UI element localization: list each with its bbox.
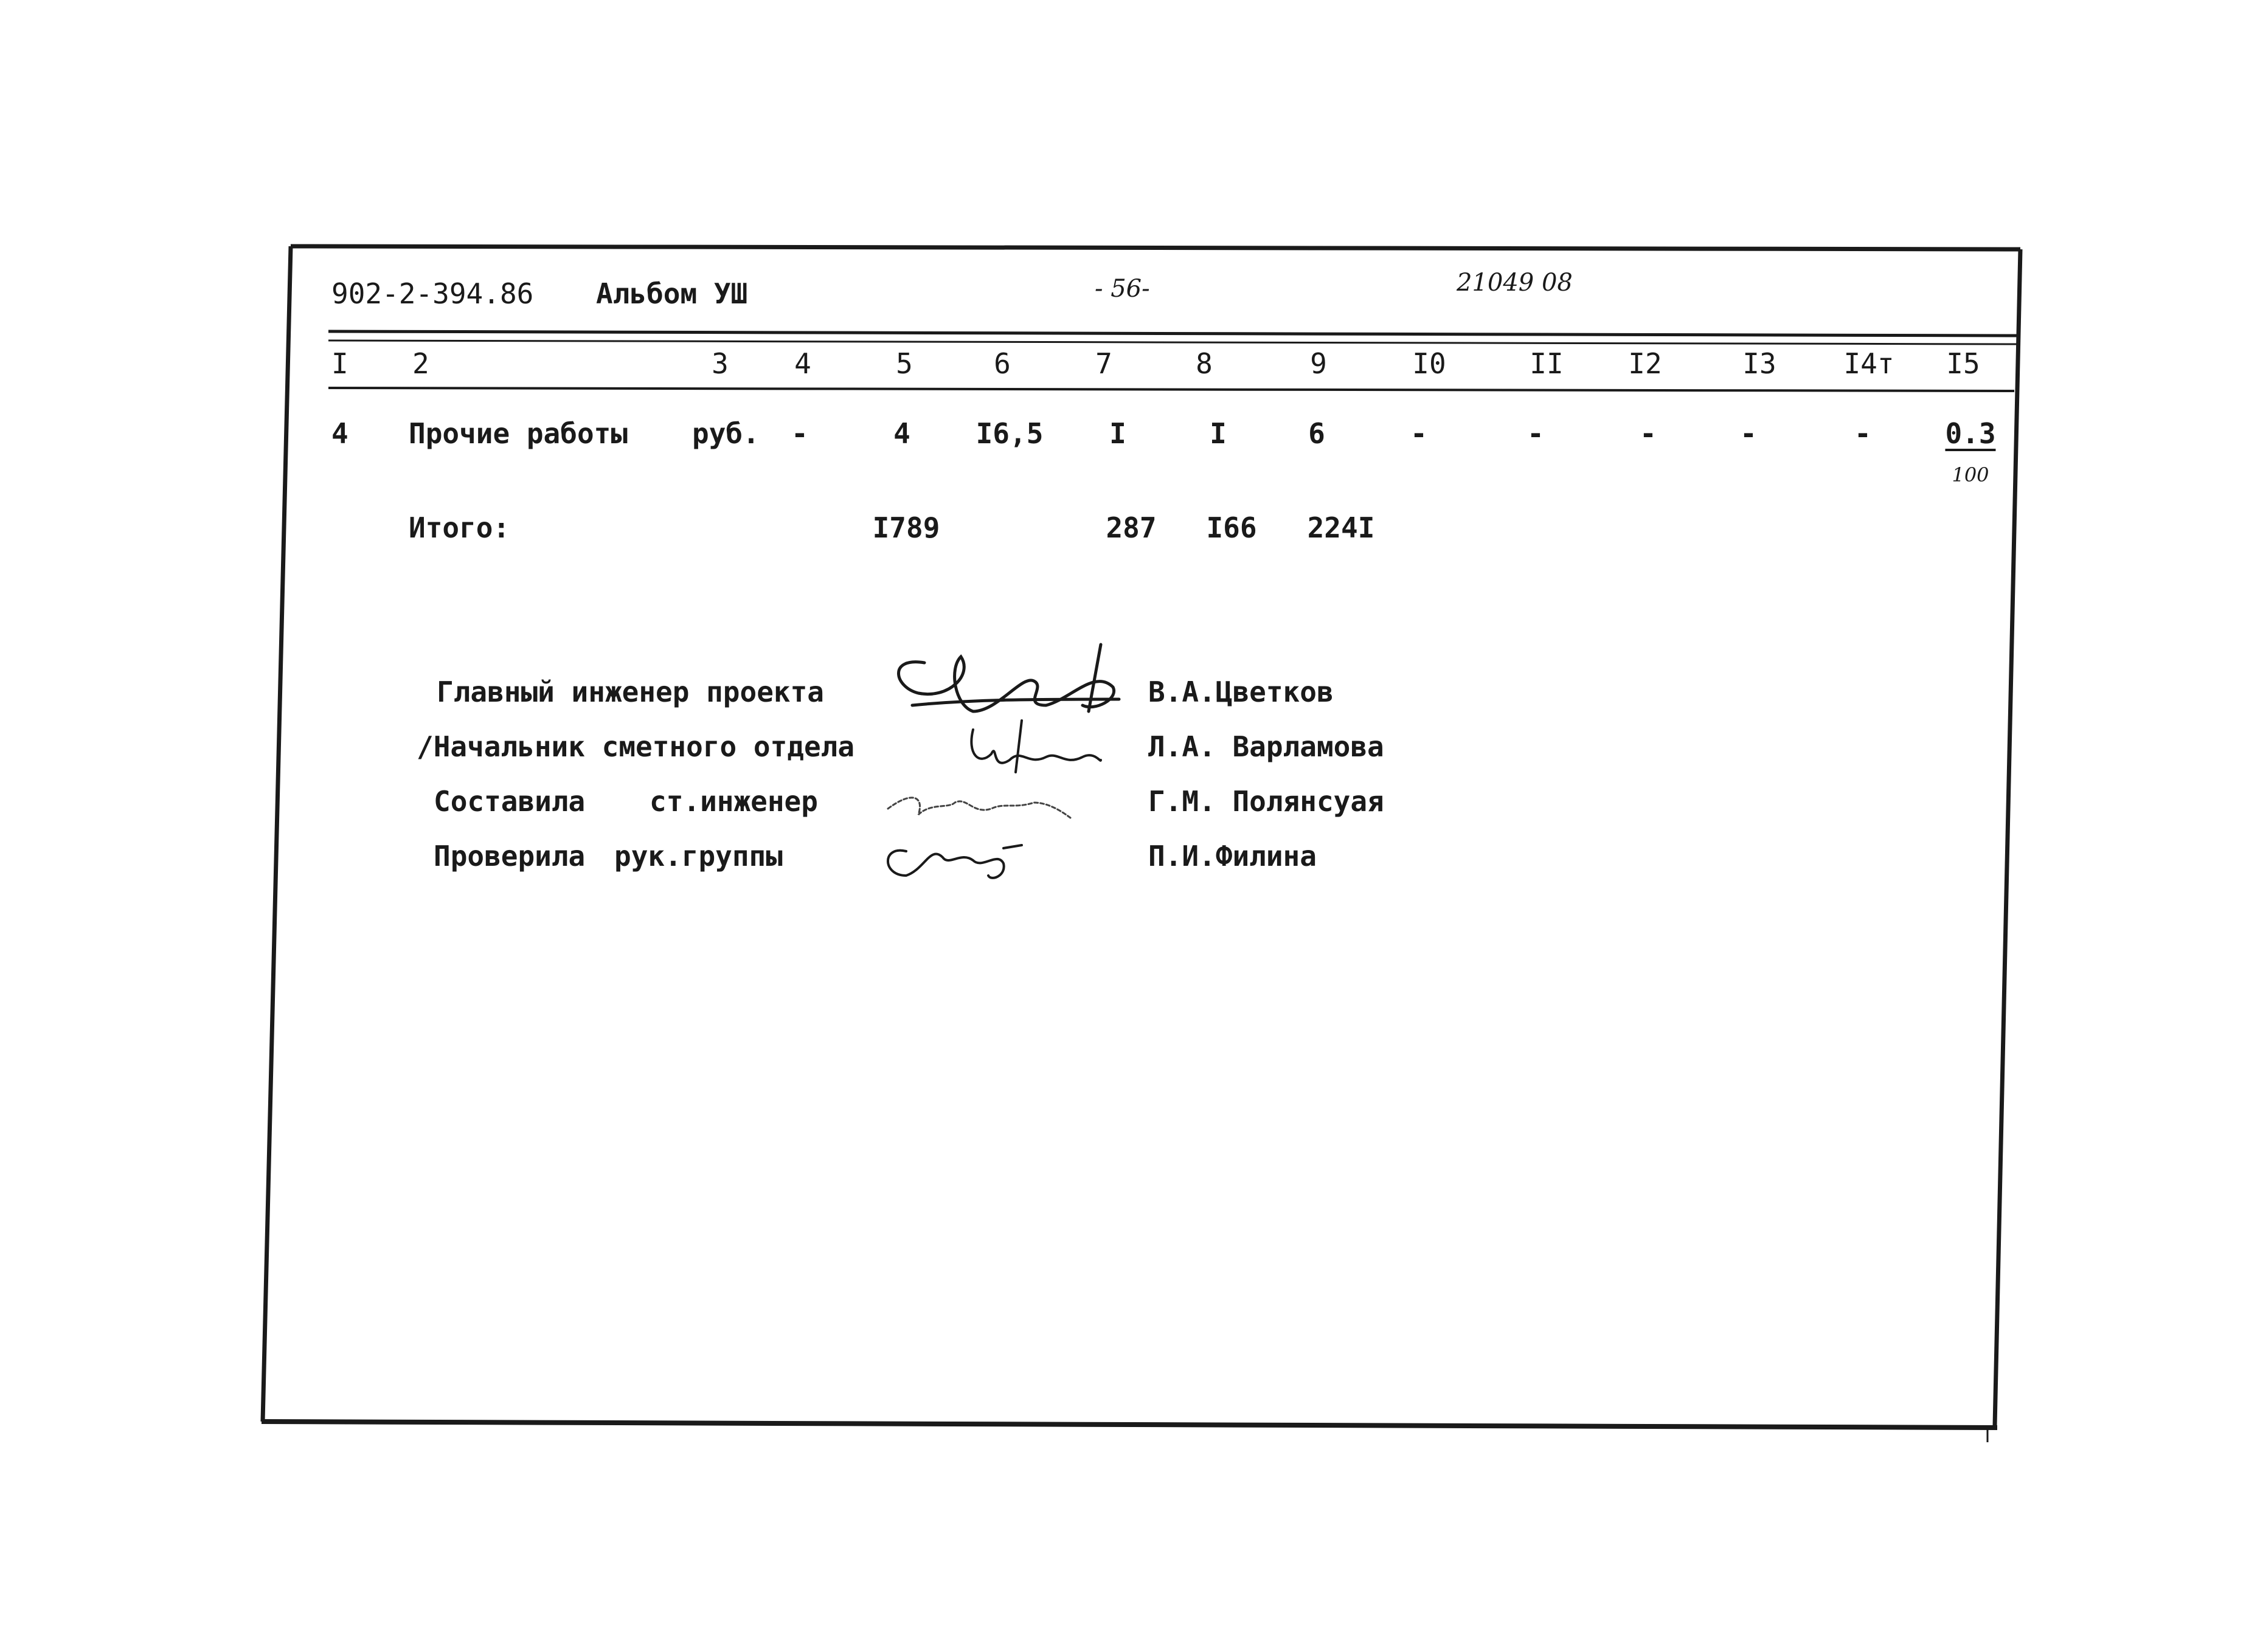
col-5: 5 <box>896 347 913 380</box>
row-num: 4 <box>331 417 348 450</box>
col-12: I2 <box>1628 347 1662 380</box>
row-c13: - <box>1740 417 1757 450</box>
row-c4: - <box>791 417 808 450</box>
signature-tsvetkov <box>899 645 1120 711</box>
row-c5: 4 <box>893 417 910 450</box>
sig-role-4b: рук.группы <box>614 840 783 873</box>
col-15: I5 <box>1946 347 1980 380</box>
sig-name-4: П.И.Филина <box>1148 840 1317 873</box>
row-name: Прочие работы <box>409 417 628 450</box>
sig-role-1: Главный инженер проекта <box>437 676 824 708</box>
sig-role-4a: Проверила <box>434 840 586 873</box>
row-c11: - <box>1527 417 1544 450</box>
sig-role-3a: Составила <box>434 785 586 818</box>
col-8: 8 <box>1196 347 1213 380</box>
border-top <box>291 246 2020 249</box>
header-rule-1 <box>328 331 2018 336</box>
col-6: 6 <box>994 347 1011 380</box>
row-c6: I6,5 <box>976 417 1044 450</box>
total-c8: I66 <box>1206 511 1257 544</box>
doc-code: 902-2-394.86 <box>331 277 534 310</box>
col-10: I0 <box>1412 347 1446 380</box>
row-c10: - <box>1410 417 1427 450</box>
row-c7: I <box>1109 417 1126 450</box>
columns-rule <box>328 388 2014 391</box>
row-c9: 6 <box>1308 417 1325 450</box>
row-c14: - <box>1854 417 1871 450</box>
col-2: 2 <box>412 347 429 380</box>
border-right <box>1995 249 2020 1426</box>
row-c12: - <box>1640 417 1657 450</box>
signature-filina <box>888 845 1022 878</box>
album-label: Альбом УШ <box>596 277 748 310</box>
col-3: 3 <box>712 347 729 380</box>
total-c7: 287 <box>1106 511 1157 544</box>
page-number: - 56- <box>1095 275 1150 303</box>
col-1: I <box>331 347 348 380</box>
col-13: I3 <box>1742 347 1776 380</box>
col-9: 9 <box>1310 347 1327 380</box>
col-7: 7 <box>1095 347 1112 380</box>
signature-polyansuaya <box>888 798 1070 818</box>
total-label: Итого: <box>409 511 510 544</box>
sig-role-2: /Начальник сметного отдела <box>417 730 855 763</box>
row-c8: I <box>1210 417 1227 450</box>
row-c15: 0.3 <box>1945 417 1996 450</box>
col-11: II <box>1530 347 1564 380</box>
row-unit: руб. <box>692 417 760 450</box>
sig-name-3: Г.М. Полянсуая <box>1148 785 1384 818</box>
col-14: I4т <box>1843 347 1894 380</box>
signature-varlamova <box>971 721 1101 772</box>
sig-role-3b: ст.инженер <box>650 785 818 818</box>
sig-name-1: В.А.Цветков <box>1148 676 1334 708</box>
border-bottom <box>262 1422 1997 1428</box>
border-left <box>263 246 291 1422</box>
total-c9: 224I <box>1307 511 1375 544</box>
row-c15-note: 100 <box>1952 463 1989 486</box>
col-4: 4 <box>794 347 811 380</box>
inventory-number: 21049 08 <box>1457 269 1573 297</box>
sig-name-2: Л.А. Варламова <box>1148 730 1384 763</box>
total-c5: I789 <box>872 511 940 544</box>
header-rule-2 <box>328 340 2018 344</box>
